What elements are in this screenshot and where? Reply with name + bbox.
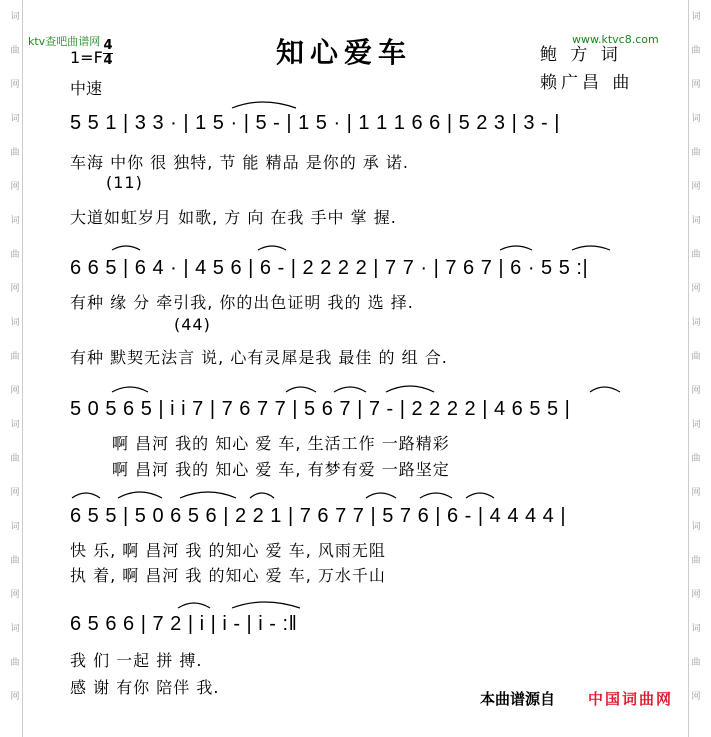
notation-line-5: 6 5 6 6 | 7 2 | i | i - | i - :‖ [70,613,298,635]
margin-glyph: 词 [10,114,20,124]
margin-glyph: 网 [10,692,20,702]
margin-glyph: 网 [691,590,701,600]
tempo-marking: 中速 [70,79,103,98]
margin-glyph: 曲 [10,46,20,56]
slur [180,492,236,498]
key-signature: 1=F [70,48,103,67]
margin-glyph: 曲 [10,658,20,668]
margin-glyph: 网 [691,284,701,294]
lyric-line-5-verse-2: 感 谢 有你 陪伴 我. [70,678,220,697]
lyric-line-1-verse-1: 车海 中你 很 独特, 节 能 精品 是你的 承 诺. [70,153,409,172]
margin-glyph: 网 [10,386,20,396]
margin-glyph: 网 [10,182,20,192]
time-signature-top: 4 [103,38,113,53]
lyricist: 鲍 方 词 [540,45,622,65]
margin-glyph: 词 [10,624,20,634]
slur [250,493,274,498]
watermark-right: www.ktvc8.com [572,33,659,46]
composer: 赖广昌 曲 [540,73,634,93]
slur [232,102,296,108]
margin-glyph: 曲 [691,148,701,158]
lyric-line-4-verse-2: 执 着, 啊 昌河 我 的知心 爱 车, 万水千山 [70,566,386,585]
margin-glyph: 网 [10,284,20,294]
margin-glyph: 词 [691,114,701,124]
margin-glyph: 曲 [10,556,20,566]
margin-glyph: 网 [691,182,701,192]
margin-glyph: 曲 [691,454,701,464]
margin-glyph: 曲 [691,556,701,566]
margin-glyph: 词 [691,420,701,430]
margin-glyph: 词 [691,12,701,22]
slur [112,387,148,392]
lyric-line-1-verse-2: 大道如虹岁月 如歌, 方 向 在我 手中 掌 握. [70,208,397,227]
margin-glyph: 网 [691,80,701,90]
margin-glyph: 曲 [10,352,20,362]
slur [112,246,140,250]
margin-glyph: 曲 [691,658,701,668]
slur [366,493,396,498]
repeat-marking-2: (44) [174,315,211,334]
slur [334,387,366,392]
margin-glyph: 网 [691,488,701,498]
lyric-line-5-verse-1: 我 们 一起 拼 搏. [70,651,203,670]
source-site[interactable]: 中国词曲网 [588,690,674,708]
page-title: 知心爱车 [276,36,413,69]
margin-glyph: 网 [10,80,20,90]
margin-glyph: 词 [10,12,20,22]
slur [572,246,610,250]
lyric-line-2-verse-2: 有种 默契无法言 说, 心有灵犀是我 最佳 的 组 合. [70,348,448,367]
margin-glyph: 网 [691,386,701,396]
watermark-left: ktv查吧曲谱网 [28,35,101,48]
margin-glyph: 词 [10,216,20,226]
source-label: 本曲谱源自 [480,690,556,708]
lyric-line-2-verse-1: 有种 缘 分 牵引我, 你的出色证明 我的 选 择. [70,293,414,312]
margin-glyph: 曲 [10,454,20,464]
margin-glyph: 曲 [10,148,20,158]
margin-glyph: 曲 [691,46,701,56]
margin-glyph: 词 [10,318,20,328]
margin-glyph: 曲 [10,250,20,260]
notation-line-3: 5 0 5 6 5 | i i 7 | 7 6 7 7 | 5 6 7 | 7 - | 2 2 2 2 | 4 6 5 5 | [70,398,571,420]
margin-glyph: 词 [691,318,701,328]
margin-glyph: 词 [691,624,701,634]
slur [118,492,162,498]
margin-glyph: 网 [10,488,20,498]
margin-glyph: 词 [10,420,20,430]
notation-line-1: 5 5 1 | 3 3 · | 1 5 · | 5 - | 1 5 · | 1 1 1 6 6 | 5 2 3 | 3 - | [70,112,560,134]
margin-glyph: 词 [10,522,20,532]
slur [178,603,210,608]
margin-glyph: 词 [691,522,701,532]
repeat-marking-1: (11) [106,173,143,192]
slur [466,493,494,498]
lyric-line-3-verse-2: 啊 昌河 我的 知心 爱 车, 有梦有爱 一路坚定 [112,460,450,479]
notation-line-2: 6 6 5 | 6 4 · | 4 5 6 | 6 - | 2 2 2 2 | 7 7 · | 7 6 7 | 6 · 5 5 :| [70,257,589,279]
time-signature-bottom: 4 [103,53,113,68]
lyric-line-4-verse-1: 快 乐, 啊 昌河 我 的知心 爱 车, 风雨无阻 [70,541,386,560]
slur [286,387,316,392]
slur [420,493,452,498]
slur [72,493,100,498]
lyric-line-3-verse-1: 啊 昌河 我的 知心 爱 车, 生活工作 一路精彩 [112,434,450,453]
slur [258,246,286,250]
slur [386,386,434,392]
margin-glyph: 曲 [691,352,701,362]
notation-line-4: 6 5 5 | 5 0 6 5 6 | 2 2 1 | 7 6 7 7 | 5 7 6 | 6 - | 4 4 4 4 | [70,505,567,527]
margin-glyph: 词 [691,216,701,226]
margin-glyph: 曲 [691,250,701,260]
slur [590,387,620,392]
slur [500,246,532,250]
slur [232,602,300,608]
margin-glyph: 网 [691,692,701,702]
margin-glyph: 网 [10,590,20,600]
